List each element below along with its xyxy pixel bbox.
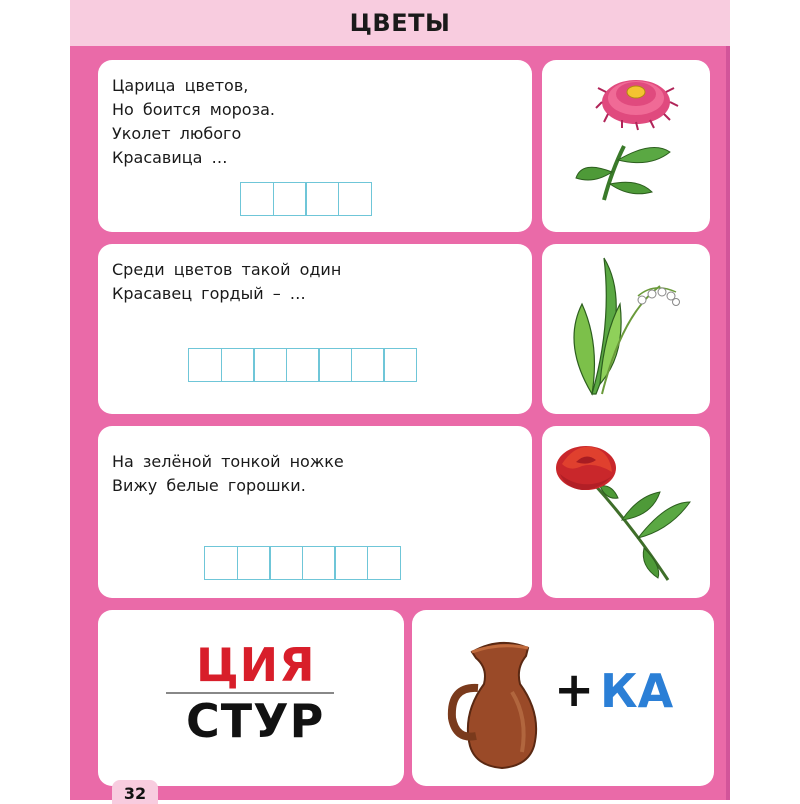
page-number: 32 (112, 780, 158, 804)
riddle-text-1: Царица цветов, Но боится мороза. Уколет любого Красавица … (112, 76, 275, 167)
answer-box[interactable] (383, 348, 417, 382)
clay-jug-icon (442, 628, 562, 778)
picture-card-3 (542, 426, 710, 598)
lily-of-the-valley-icon (542, 244, 710, 414)
riddle-text-3: На зелёной тонкой ножке Вижу белые горошки. (112, 452, 344, 495)
rebus-top-word: ЦИЯ (196, 638, 316, 692)
riddle-card-3 (98, 426, 532, 598)
page-header (70, 0, 730, 46)
answer-box[interactable] (338, 182, 372, 216)
answer-box[interactable] (367, 546, 401, 580)
answer-box[interactable] (269, 546, 303, 580)
answer-box[interactable] (302, 546, 336, 580)
answer-box[interactable] (240, 182, 274, 216)
answer-box[interactable] (221, 348, 255, 382)
rose-icon (542, 426, 710, 598)
answer-boxes-3[interactable] (204, 546, 401, 580)
plus-sign: + (554, 662, 595, 718)
answer-box[interactable] (318, 348, 352, 382)
answer-box[interactable] (334, 546, 368, 580)
rebus-words-card (98, 610, 404, 786)
answer-boxes-1[interactable] (240, 182, 372, 216)
answer-box[interactable] (204, 546, 238, 580)
answer-box[interactable] (188, 348, 222, 382)
page-title: ЦВЕТЫ (349, 9, 451, 37)
riddle-text-2: Среди цветов такой один Красавец гордый – … (112, 260, 342, 303)
answer-box[interactable] (237, 546, 271, 580)
answer-box[interactable] (286, 348, 320, 382)
answer-box[interactable] (351, 348, 385, 382)
rebus-bottom-word: СТУР (186, 694, 325, 748)
answer-boxes-2[interactable] (188, 348, 417, 382)
picture-card-2 (542, 244, 710, 414)
rebus-suffix: КА (600, 664, 674, 718)
riddle-card-2 (98, 244, 532, 414)
answer-box[interactable] (305, 182, 339, 216)
answer-box[interactable] (253, 348, 287, 382)
answer-box[interactable] (273, 182, 307, 216)
picture-card-1 (542, 60, 710, 232)
riddle-card-1 (98, 60, 532, 232)
zinnia-flower-icon (542, 60, 710, 232)
rebus-picture-card (412, 610, 714, 786)
